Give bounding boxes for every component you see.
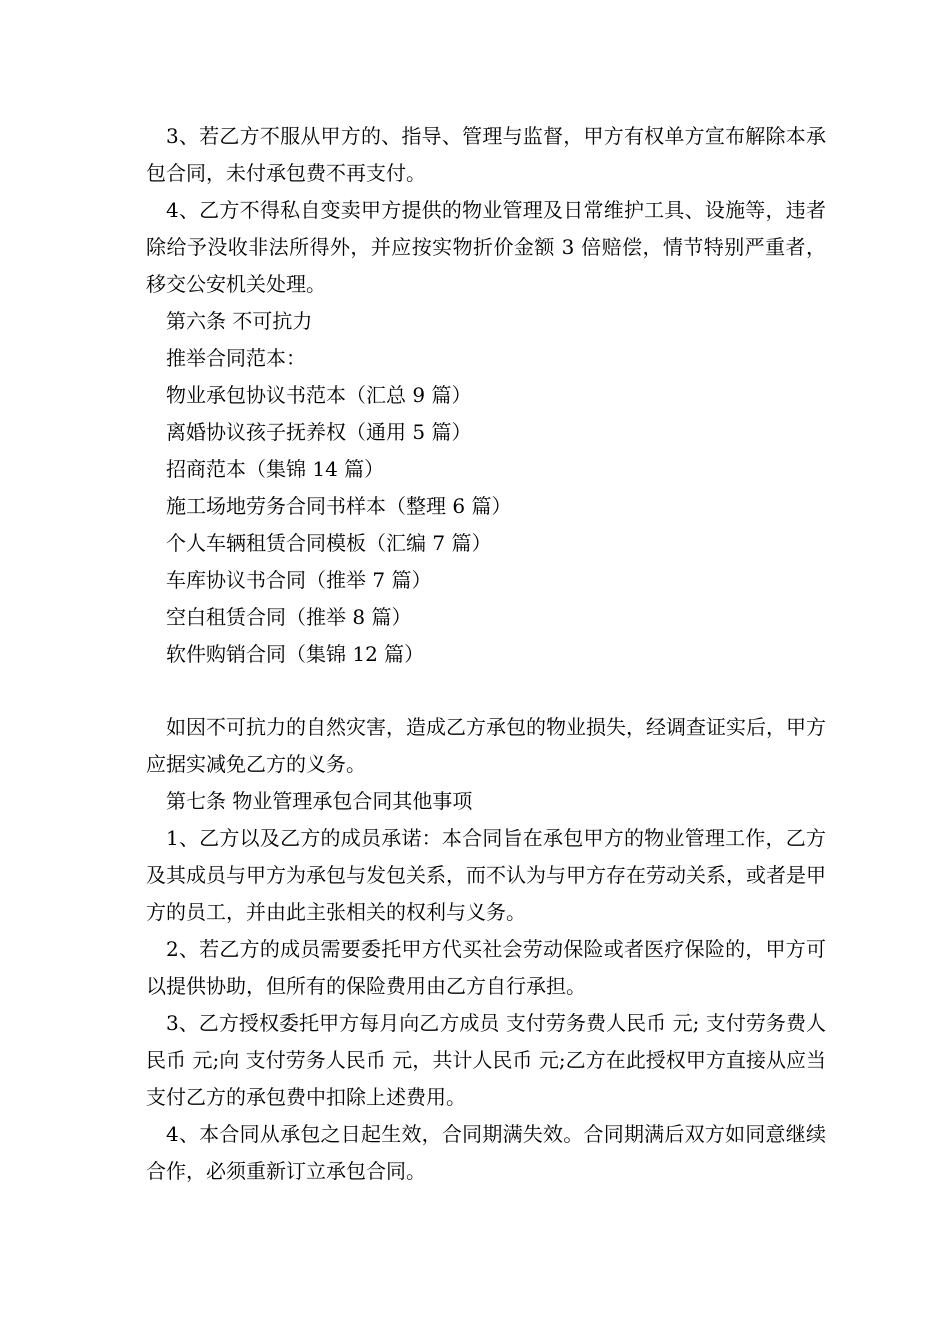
clause-3-termination: 3、若乙方不服从甲方的、指导、管理与监督，甲方有权单方宣布解除本承包合同，未付承包费不再支付。 [146,124,826,185]
recommend-item[interactable]: 施工场地劳务合同书样本（整理 6 篇） [166,494,512,518]
spacer [146,673,826,709]
article-7-clause-1: 1、乙方以及乙方的成员承诺：本合同旨在承包甲方的物业管理工作，乙方及其成员与甲方为承包与发包关系，而不认为与甲方存在劳动关系，或者是甲方的员工，并由此主张相关的权利与义务。 [146,826,826,924]
recommend-heading: 推举合同范本： [166,346,306,370]
recommend-item[interactable]: 离婚协议孩子抚养权（通用 5 篇） [166,420,472,444]
recommend-item[interactable]: 车库协议书合同（推举 7 篇） [166,568,432,592]
article-6-title: 第六条 不可抗力 [166,309,313,333]
article-7-clause-3: 3、乙方授权委托甲方每月向乙方成员 支付劳务费人民币 元; 支付劳务费人民币 元;向 支付劳务人民币 元，共计人民币 元;乙方在此授权甲方直接从应当支付乙方的承包费中扣除上述费用。 [146,1011,826,1109]
recommend-item[interactable]: 物业承包协议书范本（汇总 9 篇） [166,383,472,407]
force-majeure-paragraph: 如因不可抗力的自然灾害，造成乙方承包的物业损失，经调查证实后，甲方应据实减免乙方的义务。 [146,715,826,776]
article-7-clause-2: 2、若乙方的成员需要委托甲方代买社会劳动保险或者医疗保险的，甲方可以提供协助，但所有的保险费用由乙方自行承担。 [146,937,826,998]
recommend-item[interactable]: 个人车辆租赁合同模板（汇编 7 篇） [166,531,492,555]
article-7-clause-4: 4、本合同从承包之日起生效，合同期满失效。合同期满后双方如同意继续合作，必须重新订立承包合同。 [146,1122,826,1183]
clause-4-no-selling: 4、乙方不得私自变卖甲方提供的物业管理及日常维护工具、设施等，违者除给予没收非法所得外，并应按实物折价金额 3 倍赔偿，情节特别严重者，移交公安机关处理。 [146,198,826,296]
article-7-title: 第七条 物业管理承包合同其他事项 [166,789,473,813]
recommend-item[interactable]: 招商范本（集锦 14 篇） [166,457,385,481]
recommend-item[interactable]: 空白租赁合同（推举 8 篇） [166,605,412,629]
recommend-item[interactable]: 软件购销合同（集锦 12 篇） [166,642,425,666]
document-page [146,118,826,1190]
